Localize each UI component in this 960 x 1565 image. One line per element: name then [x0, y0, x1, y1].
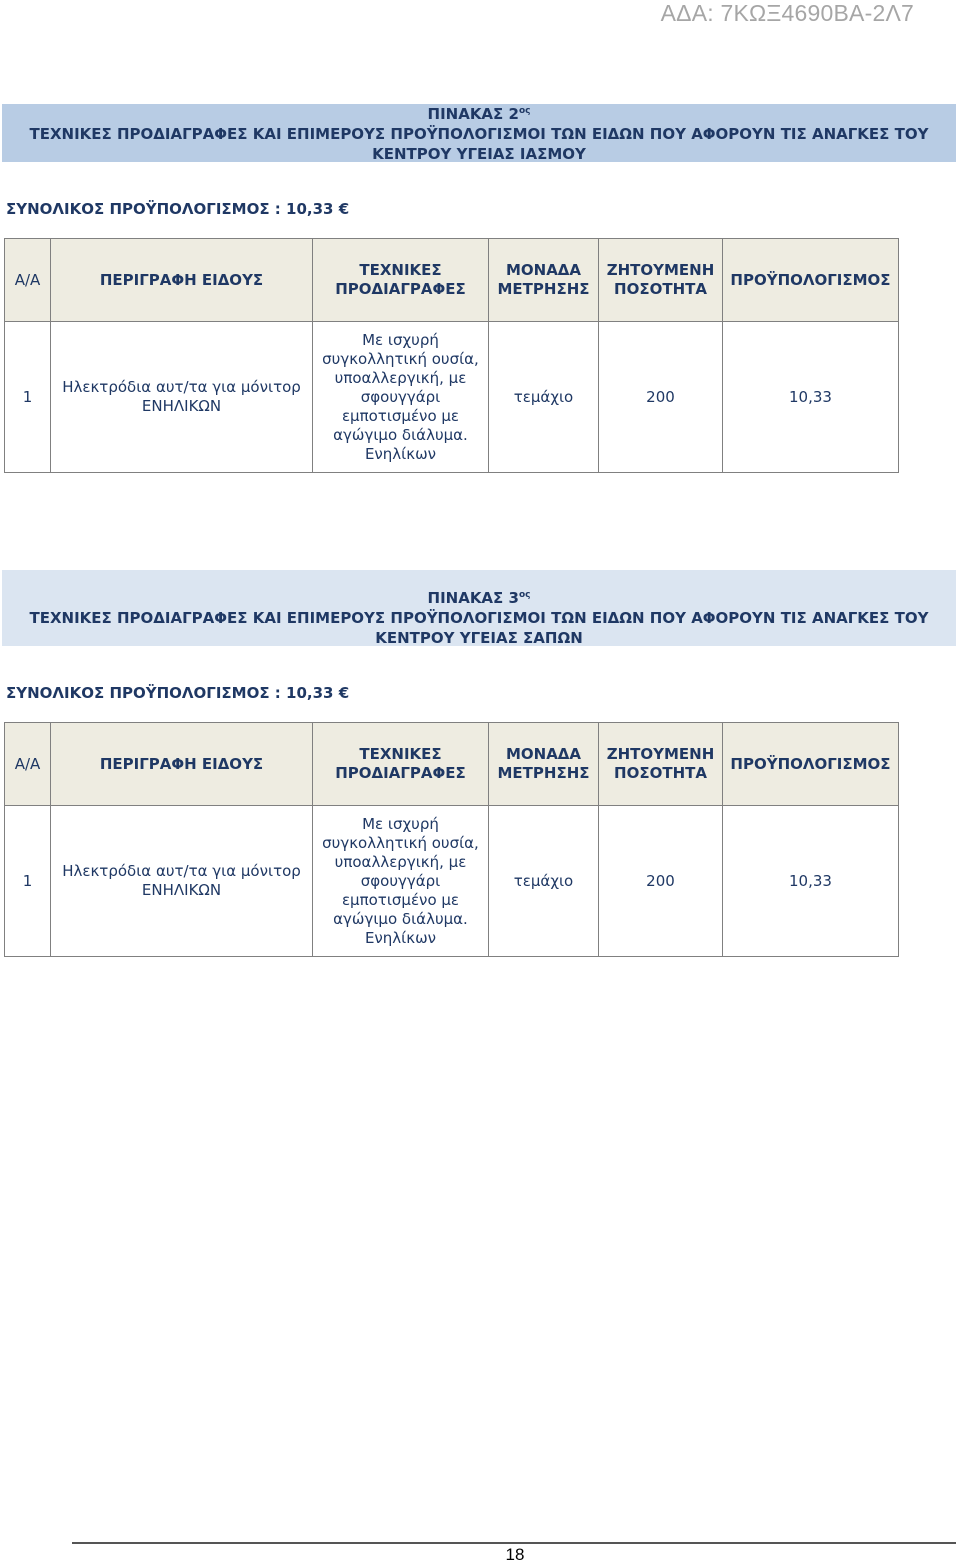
table2-heading	[2, 104, 956, 162]
cell-budget: 10,33	[723, 322, 899, 473]
cell-budget: 10,33	[723, 806, 899, 957]
col-header-specs: ΤΕΧΝΙΚΕΣ ΠΡΟΔΙΑΓΡΑΦΕΣ	[313, 723, 489, 806]
cell-description: Ηλεκτρόδια αυτ/τα για μόνιτορ ΕΝΗΛΙΚΩΝ	[51, 806, 313, 957]
table-row	[5, 806, 899, 957]
ada-code: ΑΔΑ: 7ΚΩΞ4690ΒΑ-2Λ7	[660, 0, 914, 26]
footer-divider	[72, 1542, 956, 1544]
table3-heading	[2, 570, 956, 646]
col-header-quantity: ΖΗΤΟΥΜΕΝΗ ΠΟΣΟΤΗΤΑ	[599, 239, 723, 322]
table3-header-row	[5, 723, 899, 806]
table2-heading-title: ΠΙΝΑΚΑΣ $2^{o\varsigma}$	[427, 105, 531, 123]
col-header-unit: ΜΟΝΑΔΑ ΜΕΤΡΗΣΗΣ	[489, 239, 599, 322]
table2-total: ΣΥΝΟΛΙΚΟΣ ΠΡΟΫΠΟΛΟΓΙΣΜΟΣ : 10,33 €	[6, 200, 350, 218]
cell-specs: Με ισχυρή συγκολλητική ουσία, υποαλλεργική, με σφουγγάρι εμποτισμένο με αγώγιμο διάλυμα. Ενηλίκων	[313, 806, 489, 957]
table2	[4, 238, 899, 473]
table-row	[5, 322, 899, 473]
cell-aa: 1	[5, 322, 51, 473]
table3-heading-line3: ΚΕΝΤΡΟΥ ΥΓΕΙΑΣ ΣΑΠΩΝ	[375, 629, 583, 647]
col-header-budget: ΠΡΟΫΠΟΛΟΓΙΣΜΟΣ	[723, 239, 899, 322]
cell-aa: 1	[5, 806, 51, 957]
cell-description: Ηλεκτρόδια αυτ/τα για μόνιτορ ΕΝΗΛΙΚΩΝ	[51, 322, 313, 473]
table2-header-row	[5, 239, 899, 322]
cell-specs: Με ισχυρή συγκολλητική ουσία, υποαλλεργική, με σφουγγάρι εμποτισμένο με αγώγιμο διάλυμα. Ενηλίκων	[313, 322, 489, 473]
cell-quantity: 200	[599, 806, 723, 957]
cell-quantity: 200	[599, 322, 723, 473]
table2-heading-line3: ΚΕΝΤΡΟΥ ΥΓΕΙΑΣ ΙΑΣΜΟΥ	[372, 145, 586, 163]
cell-unit: τεμάχιο	[489, 806, 599, 957]
table3-heading-line2: ΤΕΧΝΙΚΕΣ ΠΡΟΔΙΑΓΡΑΦΕΣ ΚΑΙ ΕΠΙΜΕΡΟΥΣ ΠΡΟΫΠΟΛΟΓΙΣΜΟΙ ΤΩΝ ΕΙΔΩΝ ΠΟΥ ΑΦΟΡΟΥΝ ΤΙΣ ΑΝΑΓΚΕΣ ΤΟΥ	[29, 609, 929, 627]
col-header-quantity: ΖΗΤΟΥΜΕΝΗ ΠΟΣΟΤΗΤΑ	[599, 723, 723, 806]
table2-heading-line2: ΤΕΧΝΙΚΕΣ ΠΡΟΔΙΑΓΡΑΦΕΣ ΚΑΙ ΕΠΙΜΕΡΟΥΣ ΠΡΟΫΠΟΛΟΓΙΣΜΟΙ ΤΩΝ ΕΙΔΩΝ ΠΟΥ ΑΦΟΡΟΥΝ ΤΙΣ ΑΝΑΓΚΕΣ ΤΟΥ	[29, 125, 929, 143]
cell-unit: τεμάχιο	[489, 322, 599, 473]
table3-total: ΣΥΝΟΛΙΚΟΣ ΠΡΟΫΠΟΛΟΓΙΣΜΟΣ : 10,33 €	[6, 684, 350, 702]
col-header-budget: ΠΡΟΫΠΟΛΟΓΙΣΜΟΣ	[723, 723, 899, 806]
col-header-aa: Α/Α	[5, 239, 51, 322]
table3	[4, 722, 899, 957]
page-number: 18	[505, 1545, 525, 1564]
col-header-aa: Α/Α	[5, 723, 51, 806]
col-header-description: ΠΕΡΙΓΡΑΦΗ ΕΙΔΟΥΣ	[51, 239, 313, 322]
table3-heading-title: ΠΙΝΑΚΑΣ $3^{o\varsigma}$	[427, 589, 531, 607]
col-header-description: ΠΕΡΙΓΡΑΦΗ ΕΙΔΟΥΣ	[51, 723, 313, 806]
col-header-specs: ΤΕΧΝΙΚΕΣ ΠΡΟΔΙΑΓΡΑΦΕΣ	[313, 239, 489, 322]
col-header-unit: ΜΟΝΑΔΑ ΜΕΤΡΗΣΗΣ	[489, 723, 599, 806]
